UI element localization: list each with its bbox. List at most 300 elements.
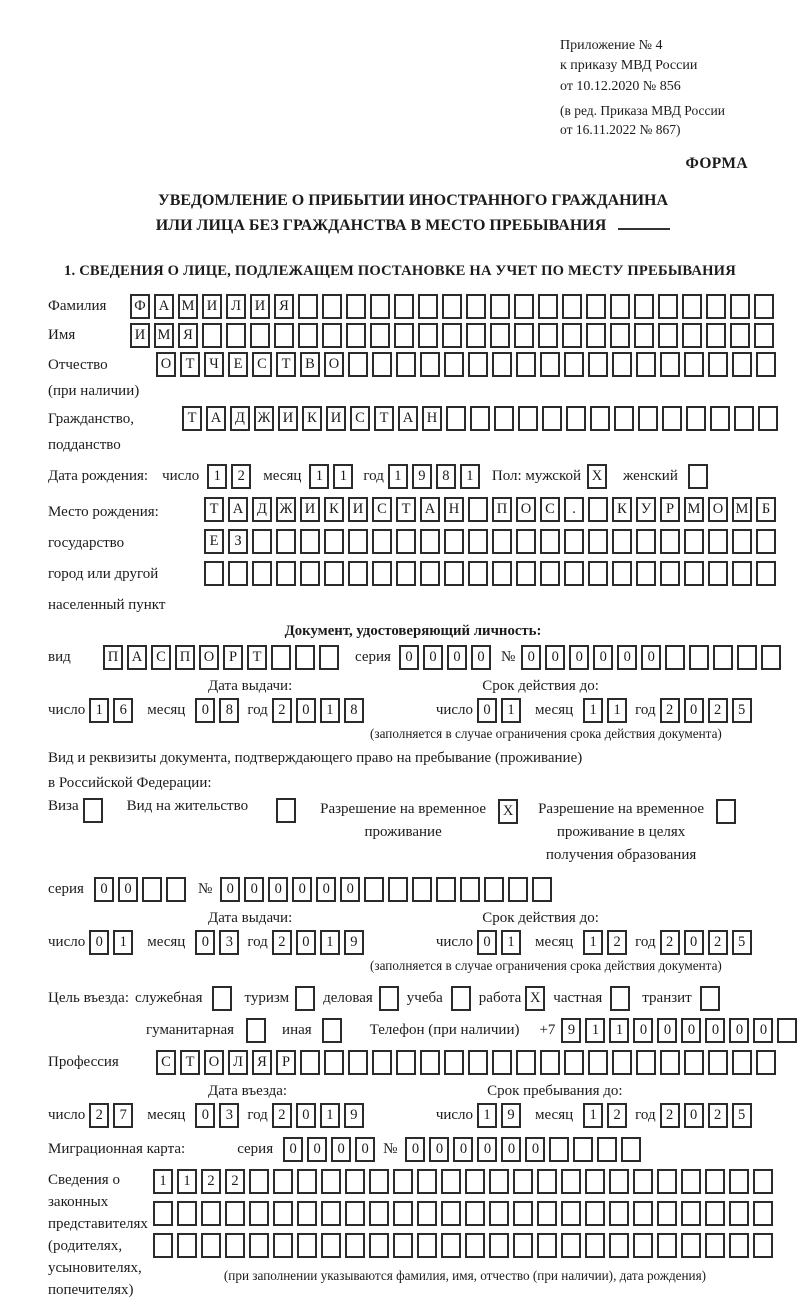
char-box[interactable]: 0 xyxy=(545,645,565,670)
char-box[interactable]: 0 xyxy=(657,1018,677,1043)
char-box[interactable]: 9 xyxy=(344,1103,364,1128)
char-box[interactable]: 8 xyxy=(344,698,364,723)
char-box[interactable] xyxy=(682,323,702,348)
char-box[interactable] xyxy=(345,1201,365,1226)
entry-year-input[interactable] xyxy=(272,1103,368,1128)
char-box[interactable] xyxy=(441,1201,461,1226)
char-box[interactable]: 9 xyxy=(412,464,432,489)
char-box[interactable] xyxy=(708,1050,728,1075)
char-box[interactable] xyxy=(564,561,584,586)
char-box[interactable] xyxy=(465,1169,485,1194)
char-box[interactable] xyxy=(345,1169,365,1194)
char-box[interactable]: Н xyxy=(444,497,464,522)
char-box[interactable]: И xyxy=(278,406,298,431)
char-box[interactable]: П xyxy=(492,497,512,522)
res-valid-year-input[interactable] xyxy=(660,930,756,955)
char-box[interactable] xyxy=(444,529,464,554)
char-box[interactable] xyxy=(729,1169,749,1194)
char-box[interactable] xyxy=(753,1169,773,1194)
char-box[interactable]: Е xyxy=(228,352,248,377)
char-box[interactable]: 2 xyxy=(607,930,627,955)
char-box[interactable] xyxy=(756,561,776,586)
temp-residence-checkbox[interactable] xyxy=(498,799,522,824)
char-box[interactable] xyxy=(634,294,654,319)
char-box[interactable] xyxy=(585,1201,605,1226)
char-box[interactable]: 3 xyxy=(219,1103,239,1128)
guardians-row3-input[interactable] xyxy=(153,1233,777,1258)
char-box[interactable] xyxy=(276,798,296,823)
id-issue-day-input[interactable] xyxy=(89,698,137,723)
char-box[interactable]: А xyxy=(228,497,248,522)
sex-female-checkbox[interactable] xyxy=(688,464,712,489)
char-box[interactable]: 0 xyxy=(471,645,491,670)
char-box[interactable]: 1 xyxy=(585,1018,605,1043)
char-box[interactable]: 0 xyxy=(681,1018,701,1043)
char-box[interactable] xyxy=(388,877,408,902)
char-box[interactable] xyxy=(451,986,471,1011)
res-issue-year-input[interactable] xyxy=(272,930,368,955)
char-box[interactable] xyxy=(540,352,560,377)
char-box[interactable] xyxy=(379,986,399,1011)
char-box[interactable] xyxy=(658,294,678,319)
char-box[interactable] xyxy=(276,561,296,586)
char-box[interactable]: 0 xyxy=(633,1018,653,1043)
temp-edu-checkbox[interactable] xyxy=(716,799,740,824)
char-box[interactable]: X xyxy=(525,986,545,1011)
char-box[interactable]: 1 xyxy=(177,1169,197,1194)
char-box[interactable] xyxy=(177,1201,197,1226)
char-box[interactable]: Р xyxy=(223,645,243,670)
char-box[interactable] xyxy=(297,1233,317,1258)
char-box[interactable]: Ф xyxy=(130,294,150,319)
char-box[interactable] xyxy=(201,1233,221,1258)
char-box[interactable]: 6 xyxy=(113,698,133,723)
char-box[interactable] xyxy=(468,529,488,554)
char-box[interactable]: 0 xyxy=(477,930,497,955)
char-box[interactable] xyxy=(732,1050,752,1075)
char-box[interactable] xyxy=(321,1233,341,1258)
char-box[interactable] xyxy=(322,294,342,319)
visa-checkbox[interactable] xyxy=(83,798,107,823)
char-box[interactable]: 0 xyxy=(453,1137,473,1162)
char-box[interactable]: Т xyxy=(180,352,200,377)
char-box[interactable] xyxy=(492,561,512,586)
char-box[interactable] xyxy=(588,352,608,377)
char-box[interactable] xyxy=(300,561,320,586)
char-box[interactable] xyxy=(298,323,318,348)
char-box[interactable]: 1 xyxy=(501,930,521,955)
char-box[interactable] xyxy=(177,1233,197,1258)
char-box[interactable] xyxy=(612,561,632,586)
char-box[interactable] xyxy=(588,1050,608,1075)
char-box[interactable] xyxy=(612,529,632,554)
char-box[interactable] xyxy=(444,561,464,586)
char-box[interactable] xyxy=(297,1169,317,1194)
char-box[interactable] xyxy=(420,529,440,554)
char-box[interactable]: 0 xyxy=(423,645,443,670)
char-box[interactable]: 9 xyxy=(561,1018,581,1043)
char-box[interactable] xyxy=(636,1050,656,1075)
char-box[interactable] xyxy=(252,561,272,586)
char-box[interactable] xyxy=(372,561,392,586)
char-box[interactable]: М xyxy=(178,294,198,319)
char-box[interactable] xyxy=(513,1233,533,1258)
char-box[interactable] xyxy=(444,1050,464,1075)
char-box[interactable] xyxy=(756,352,776,377)
char-box[interactable]: 0 xyxy=(296,698,316,723)
char-box[interactable] xyxy=(273,1233,293,1258)
char-box[interactable] xyxy=(705,1201,725,1226)
char-box[interactable]: 8 xyxy=(436,464,456,489)
char-box[interactable]: . xyxy=(564,497,584,522)
char-box[interactable]: 2 xyxy=(708,698,728,723)
char-box[interactable] xyxy=(372,1050,392,1075)
stay-day-input[interactable] xyxy=(477,1103,525,1128)
char-box[interactable]: 2 xyxy=(708,930,728,955)
char-box[interactable] xyxy=(212,986,232,1011)
char-box[interactable] xyxy=(561,1233,581,1258)
char-box[interactable]: X xyxy=(587,464,607,489)
char-box[interactable] xyxy=(684,1050,704,1075)
char-box[interactable] xyxy=(532,877,552,902)
char-box[interactable] xyxy=(436,877,456,902)
char-box[interactable]: 0 xyxy=(684,698,704,723)
char-box[interactable]: 0 xyxy=(399,645,419,670)
char-box[interactable]: 2 xyxy=(225,1169,245,1194)
char-box[interactable] xyxy=(441,1169,461,1194)
char-box[interactable]: П xyxy=(175,645,195,670)
char-box[interactable] xyxy=(417,1233,437,1258)
char-box[interactable]: 1 xyxy=(309,464,329,489)
char-box[interactable] xyxy=(610,986,630,1011)
char-box[interactable] xyxy=(420,352,440,377)
birthplace-row3-input[interactable] xyxy=(204,561,780,586)
birth-day-input[interactable] xyxy=(207,464,255,489)
char-box[interactable] xyxy=(420,561,440,586)
char-box[interactable] xyxy=(396,352,416,377)
char-box[interactable] xyxy=(700,986,720,1011)
char-box[interactable]: С xyxy=(350,406,370,431)
char-box[interactable] xyxy=(540,529,560,554)
char-box[interactable] xyxy=(346,323,366,348)
char-box[interactable]: 9 xyxy=(501,1103,521,1128)
char-box[interactable] xyxy=(538,294,558,319)
residence-permit-checkbox[interactable] xyxy=(276,798,300,823)
char-box[interactable]: А xyxy=(398,406,418,431)
char-box[interactable]: 2 xyxy=(660,1103,680,1128)
char-box[interactable]: 5 xyxy=(732,1103,752,1128)
char-box[interactable] xyxy=(708,352,728,377)
doc-number-input[interactable] xyxy=(521,645,785,670)
char-box[interactable] xyxy=(466,323,486,348)
char-box[interactable]: М xyxy=(732,497,752,522)
char-box[interactable]: 2 xyxy=(708,1103,728,1128)
char-box[interactable] xyxy=(394,294,414,319)
char-box[interactable]: А xyxy=(154,294,174,319)
char-box[interactable] xyxy=(713,645,733,670)
char-box[interactable] xyxy=(489,1233,509,1258)
char-box[interactable] xyxy=(444,352,464,377)
char-box[interactable]: Д xyxy=(252,497,272,522)
char-box[interactable] xyxy=(166,877,186,902)
char-box[interactable]: 0 xyxy=(501,1137,521,1162)
char-box[interactable] xyxy=(761,645,781,670)
char-box[interactable] xyxy=(682,294,702,319)
char-box[interactable] xyxy=(612,352,632,377)
char-box[interactable] xyxy=(681,1201,701,1226)
char-box[interactable] xyxy=(588,497,608,522)
char-box[interactable]: Б xyxy=(756,497,776,522)
char-box[interactable] xyxy=(394,323,414,348)
char-box[interactable] xyxy=(468,497,488,522)
char-box[interactable]: В xyxy=(300,352,320,377)
char-box[interactable]: Т xyxy=(396,497,416,522)
char-box[interactable] xyxy=(590,406,610,431)
char-box[interactable] xyxy=(516,529,536,554)
char-box[interactable]: Т xyxy=(182,406,202,431)
char-box[interactable] xyxy=(348,352,368,377)
char-box[interactable]: 2 xyxy=(660,930,680,955)
char-box[interactable] xyxy=(633,1233,653,1258)
char-box[interactable]: 1 xyxy=(583,930,603,955)
char-box[interactable]: 1 xyxy=(583,1103,603,1128)
char-box[interactable]: Н xyxy=(422,406,442,431)
char-box[interactable]: Д xyxy=(230,406,250,431)
char-box[interactable] xyxy=(418,294,438,319)
char-box[interactable] xyxy=(684,352,704,377)
purpose-official-checkbox[interactable] xyxy=(212,986,236,1011)
char-box[interactable] xyxy=(688,464,708,489)
char-box[interactable] xyxy=(518,406,538,431)
char-box[interactable]: Ж xyxy=(254,406,274,431)
char-box[interactable] xyxy=(734,406,754,431)
char-box[interactable]: О xyxy=(204,1050,224,1075)
char-box[interactable] xyxy=(322,1018,342,1043)
char-box[interactable] xyxy=(561,1201,581,1226)
char-box[interactable] xyxy=(660,561,680,586)
char-box[interactable]: 0 xyxy=(316,877,336,902)
char-box[interactable]: 0 xyxy=(331,1137,351,1162)
patronymic-input[interactable] xyxy=(156,352,780,377)
char-box[interactable]: 0 xyxy=(525,1137,545,1162)
char-box[interactable]: 5 xyxy=(732,930,752,955)
sex-male-checkbox[interactable] xyxy=(587,464,611,489)
char-box[interactable] xyxy=(369,1201,389,1226)
char-box[interactable]: Р xyxy=(276,1050,296,1075)
char-box[interactable]: 2 xyxy=(272,930,292,955)
char-box[interactable]: 0 xyxy=(283,1137,303,1162)
char-box[interactable]: 0 xyxy=(477,698,497,723)
char-box[interactable] xyxy=(484,877,504,902)
char-box[interactable]: Т xyxy=(374,406,394,431)
char-box[interactable]: 1 xyxy=(320,1103,340,1128)
char-box[interactable] xyxy=(468,352,488,377)
char-box[interactable]: 2 xyxy=(607,1103,627,1128)
migration-number-input[interactable] xyxy=(405,1137,645,1162)
char-box[interactable] xyxy=(468,561,488,586)
char-box[interactable] xyxy=(492,352,512,377)
char-box[interactable] xyxy=(324,1050,344,1075)
char-box[interactable]: 0 xyxy=(340,877,360,902)
guardians-row2-input[interactable] xyxy=(153,1201,777,1226)
char-box[interactable] xyxy=(465,1201,485,1226)
char-box[interactable] xyxy=(348,529,368,554)
char-box[interactable] xyxy=(370,294,390,319)
char-box[interactable] xyxy=(540,561,560,586)
char-box[interactable] xyxy=(516,561,536,586)
char-box[interactable]: З xyxy=(228,529,248,554)
char-box[interactable] xyxy=(754,323,774,348)
given-name-input[interactable] xyxy=(130,323,778,348)
entry-month-input[interactable] xyxy=(195,1103,243,1128)
char-box[interactable] xyxy=(83,798,103,823)
char-box[interactable]: 0 xyxy=(729,1018,749,1043)
char-box[interactable] xyxy=(732,529,752,554)
char-box[interactable]: И xyxy=(130,323,150,348)
char-box[interactable]: С xyxy=(252,352,272,377)
char-box[interactable] xyxy=(566,406,586,431)
char-box[interactable] xyxy=(729,1201,749,1226)
char-box[interactable]: Я xyxy=(252,1050,272,1075)
char-box[interactable] xyxy=(393,1169,413,1194)
char-box[interactable] xyxy=(300,1050,320,1075)
char-box[interactable]: 2 xyxy=(89,1103,109,1128)
char-box[interactable] xyxy=(226,323,246,348)
char-box[interactable] xyxy=(705,1233,725,1258)
char-box[interactable] xyxy=(249,1201,269,1226)
char-box[interactable] xyxy=(660,1050,680,1075)
char-box[interactable] xyxy=(708,529,728,554)
char-box[interactable] xyxy=(633,1169,653,1194)
char-box[interactable]: Я xyxy=(178,323,198,348)
char-box[interactable] xyxy=(542,406,562,431)
char-box[interactable]: 0 xyxy=(244,877,264,902)
char-box[interactable] xyxy=(516,352,536,377)
char-box[interactable]: 8 xyxy=(219,698,239,723)
char-box[interactable]: К xyxy=(324,497,344,522)
char-box[interactable] xyxy=(514,323,534,348)
char-box[interactable] xyxy=(537,1201,557,1226)
char-box[interactable]: X xyxy=(498,799,518,824)
char-box[interactable]: 0 xyxy=(617,645,637,670)
char-box[interactable] xyxy=(225,1201,245,1226)
char-box[interactable] xyxy=(300,529,320,554)
entry-day-input[interactable] xyxy=(89,1103,137,1128)
char-box[interactable] xyxy=(153,1233,173,1258)
char-box[interactable]: 0 xyxy=(593,645,613,670)
char-box[interactable] xyxy=(737,645,757,670)
char-box[interactable] xyxy=(346,294,366,319)
char-box[interactable] xyxy=(564,352,584,377)
char-box[interactable]: 1 xyxy=(609,1018,629,1043)
stay-month-input[interactable] xyxy=(583,1103,631,1128)
purpose-humanitarian-checkbox[interactable] xyxy=(246,1018,270,1043)
res-valid-month-input[interactable] xyxy=(583,930,631,955)
char-box[interactable]: 0 xyxy=(684,1103,704,1128)
migration-series-input[interactable] xyxy=(283,1137,379,1162)
char-box[interactable] xyxy=(562,323,582,348)
char-box[interactable] xyxy=(573,1137,593,1162)
char-box[interactable] xyxy=(753,1233,773,1258)
char-box[interactable]: 2 xyxy=(660,698,680,723)
char-box[interactable] xyxy=(636,561,656,586)
char-box[interactable] xyxy=(729,1233,749,1258)
char-box[interactable]: 0 xyxy=(296,1103,316,1128)
char-box[interactable] xyxy=(460,877,480,902)
purpose-other-checkbox[interactable] xyxy=(322,1018,346,1043)
doc-type-input[interactable] xyxy=(103,645,343,670)
char-box[interactable] xyxy=(588,561,608,586)
char-box[interactable] xyxy=(396,1050,416,1075)
char-box[interactable] xyxy=(271,645,291,670)
char-box[interactable]: С xyxy=(540,497,560,522)
char-box[interactable] xyxy=(716,799,736,824)
char-box[interactable] xyxy=(446,406,466,431)
char-box[interactable]: 1 xyxy=(207,464,227,489)
char-box[interactable] xyxy=(660,352,680,377)
char-box[interactable] xyxy=(324,561,344,586)
char-box[interactable]: К xyxy=(612,497,632,522)
char-box[interactable] xyxy=(706,294,726,319)
char-box[interactable]: 0 xyxy=(355,1137,375,1162)
char-box[interactable] xyxy=(298,294,318,319)
char-box[interactable] xyxy=(730,294,750,319)
char-box[interactable] xyxy=(393,1201,413,1226)
char-box[interactable]: 0 xyxy=(118,877,138,902)
char-box[interactable]: 0 xyxy=(94,877,114,902)
char-box[interactable] xyxy=(516,1050,536,1075)
phone-input[interactable] xyxy=(561,1018,800,1043)
char-box[interactable] xyxy=(142,877,162,902)
char-box[interactable] xyxy=(321,1201,341,1226)
char-box[interactable] xyxy=(470,406,490,431)
char-box[interactable] xyxy=(153,1201,173,1226)
char-box[interactable]: 0 xyxy=(705,1018,725,1043)
char-box[interactable] xyxy=(252,529,272,554)
char-box[interactable] xyxy=(684,561,704,586)
char-box[interactable] xyxy=(586,323,606,348)
char-box[interactable]: 0 xyxy=(684,930,704,955)
char-box[interactable] xyxy=(662,406,682,431)
doc-series-input[interactable] xyxy=(399,645,495,670)
char-box[interactable] xyxy=(586,294,606,319)
char-box[interactable] xyxy=(537,1169,557,1194)
char-box[interactable]: 1 xyxy=(583,698,603,723)
char-box[interactable]: 0 xyxy=(307,1137,327,1162)
char-box[interactable] xyxy=(665,645,685,670)
purpose-transit-checkbox[interactable] xyxy=(700,986,724,1011)
char-box[interactable]: 5 xyxy=(732,698,752,723)
char-box[interactable] xyxy=(370,323,390,348)
char-box[interactable] xyxy=(396,561,416,586)
char-box[interactable]: 1 xyxy=(333,464,353,489)
char-box[interactable] xyxy=(273,1169,293,1194)
char-box[interactable]: 2 xyxy=(231,464,251,489)
char-box[interactable]: К xyxy=(302,406,322,431)
char-box[interactable]: 0 xyxy=(89,930,109,955)
char-box[interactable] xyxy=(777,1018,797,1043)
char-box[interactable] xyxy=(610,323,630,348)
birth-month-input[interactable] xyxy=(309,464,357,489)
char-box[interactable]: 1 xyxy=(89,698,109,723)
char-box[interactable] xyxy=(537,1233,557,1258)
char-box[interactable]: 0 xyxy=(753,1018,773,1043)
char-box[interactable]: 1 xyxy=(153,1169,173,1194)
char-box[interactable] xyxy=(514,294,534,319)
id-valid-month-input[interactable] xyxy=(583,698,631,723)
char-box[interactable]: Т xyxy=(276,352,296,377)
char-box[interactable] xyxy=(418,323,438,348)
